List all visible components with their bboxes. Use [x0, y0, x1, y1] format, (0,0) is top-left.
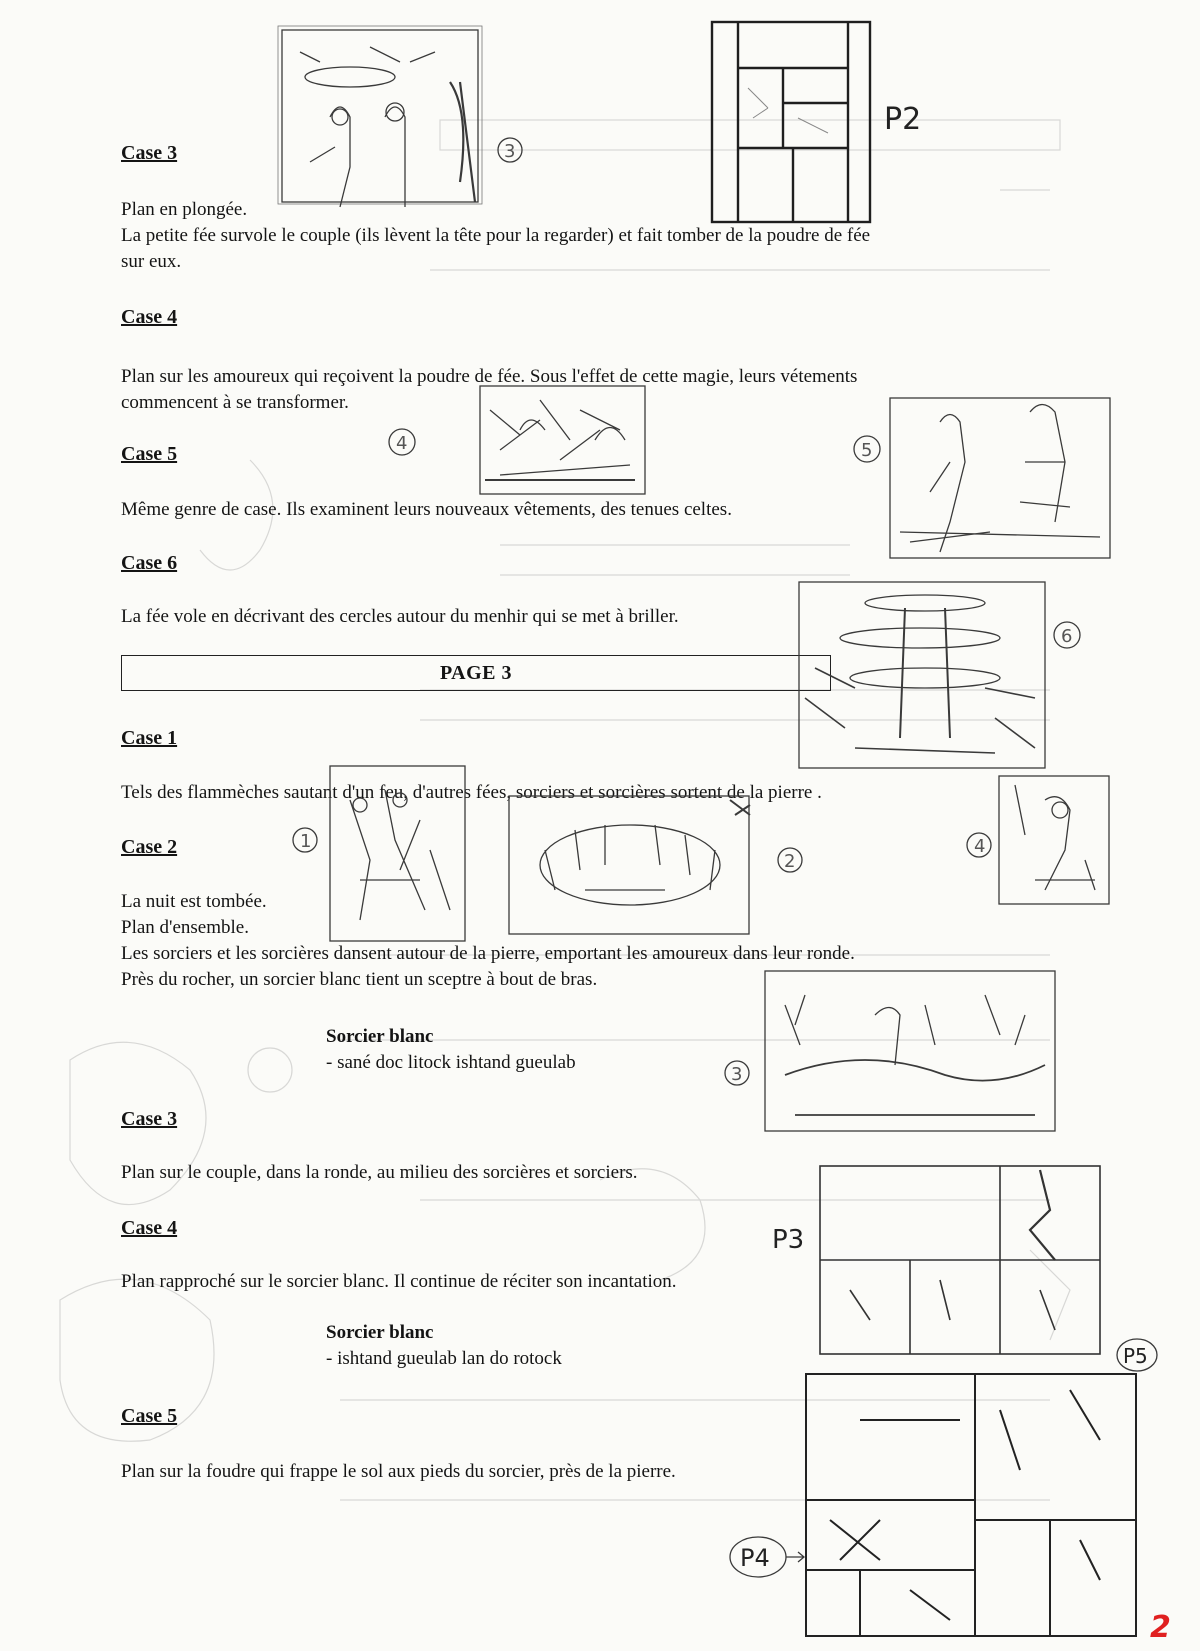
text-line: Plan rapproché sur le sorcier blanc. Il continue de réciter son incantation. — [121, 1271, 677, 1292]
thumbnail-p3-case-2-sketch — [505, 790, 805, 940]
sketch-number-label: 4 — [396, 433, 408, 454]
thumbnail-case-4-sketch — [380, 380, 650, 500]
thumbnail-case-6-sketch — [795, 578, 1095, 773]
text-line: Plan d'ensemble. — [121, 917, 249, 938]
page-number: 2 — [1150, 1610, 1171, 1645]
page-4-layout-thumbnail — [800, 1370, 1145, 1640]
p3-case-2-heading: Case 2 — [121, 836, 178, 858]
text-line: sur eux. — [121, 251, 182, 272]
sketch-page-label: P5 — [1123, 1344, 1148, 1368]
text-line: Les sorciers et les sorcières dansent autour de la pierre, emportant les amoureux dans leur ronde. — [121, 943, 855, 964]
case-4-heading: Case 4 — [121, 306, 178, 328]
dialogue-line: - sané doc litock ishtand gueulab — [326, 1052, 576, 1073]
page-3-label — [770, 1218, 830, 1258]
p3-case-3-text — [121, 1160, 841, 1186]
sketch-number-label: 6 — [1061, 626, 1073, 647]
text-line: La nuit est tombée. — [121, 891, 267, 912]
text-line: Plan sur la foudre qui frappe le sol aux pieds du sorcier, près de la pierre. — [121, 1461, 676, 1482]
speaker-sorcier-blanc: Sorcier blanc — [326, 1026, 434, 1047]
thumbnail-case-3-sketch — [270, 22, 516, 207]
sketch-number-label: 2 — [784, 851, 796, 872]
text-line: Près du rocher, un sorcier blanc tient un sceptre à bout de bras. — [121, 969, 598, 990]
text-line: La petite fée survole le couple (ils lèvent la tête pour la regarder) et fait tomber de la poudre de fée — [121, 225, 871, 246]
p3-case-1-heading: Case 1 — [121, 727, 178, 749]
case-3-text — [121, 197, 1051, 275]
p3-case-4-heading: Case 4 — [121, 1217, 178, 1239]
thumbnail-case-5-sketch — [850, 392, 1115, 562]
sketch-page-label: P3 — [772, 1225, 805, 1255]
case-5-text — [121, 497, 881, 523]
page-3-layout-thumbnail — [790, 1160, 1110, 1360]
text-line: commencent à se transformer. — [121, 392, 349, 413]
text-line: Même genre de case. Ils examinent leurs nouveaux vêtements, des tenues celtes. — [121, 499, 732, 520]
page-2-label — [880, 95, 940, 140]
case-5-heading: Case 5 — [121, 443, 178, 465]
thumbnail-p3-case-1-sketch — [290, 760, 480, 950]
p3-case-5-text — [121, 1459, 821, 1485]
text-line: Plan sur le couple, dans la ronde, au milieu des sorcières et sorciers. — [121, 1162, 638, 1183]
case-3-heading: Case 3 — [121, 142, 178, 164]
page-2-layout-thumbnail — [708, 18, 878, 228]
page-3-heading: PAGE 3 — [439, 661, 513, 684]
text-line: Plan sur les amoureux qui reçoivent la poudre de fée. Sous l'effet de cette magie, leurs vétements — [121, 366, 858, 387]
text-line: La fée vole en décrivant des cercles autour du menhir qui se met à briller. — [121, 606, 679, 627]
sketch-page-label: P4 — [740, 1544, 770, 1572]
sketch-number-label: 3 — [731, 1064, 743, 1085]
p3-case-5-heading: Case 5 — [121, 1405, 178, 1427]
page-4-label — [728, 1532, 808, 1582]
text-line: Plan en plongée. — [121, 199, 248, 220]
dialogue-line: - ishtand gueulab lan do rotock — [326, 1348, 562, 1369]
case-6-text — [121, 604, 821, 630]
page-5-label — [1115, 1335, 1165, 1375]
page-3-heading-box — [121, 655, 831, 691]
text-line: Tels des flammèches sautant d'un feu, d'autres fées, sorciers et sorcières sortent de la pierre . — [121, 782, 822, 803]
speaker-sorcier-blanc: Sorcier blanc — [326, 1322, 434, 1343]
thumbnail-p3-case-3-sketch — [725, 965, 1065, 1140]
sketch-page-label: P2 — [884, 102, 922, 137]
case-6-heading: Case 6 — [121, 552, 178, 574]
sketch-number-label: 4 — [974, 836, 986, 857]
sketch-number-label: 1 — [300, 831, 312, 852]
p3-case-3-heading: Case 3 — [121, 1108, 178, 1130]
thumbnail-p3-case-4-sketch — [965, 770, 1115, 910]
sketch-number-label: 3 — [504, 141, 516, 162]
sketch-number-label: 5 — [861, 440, 873, 461]
p3-case-4-text — [121, 1269, 841, 1295]
